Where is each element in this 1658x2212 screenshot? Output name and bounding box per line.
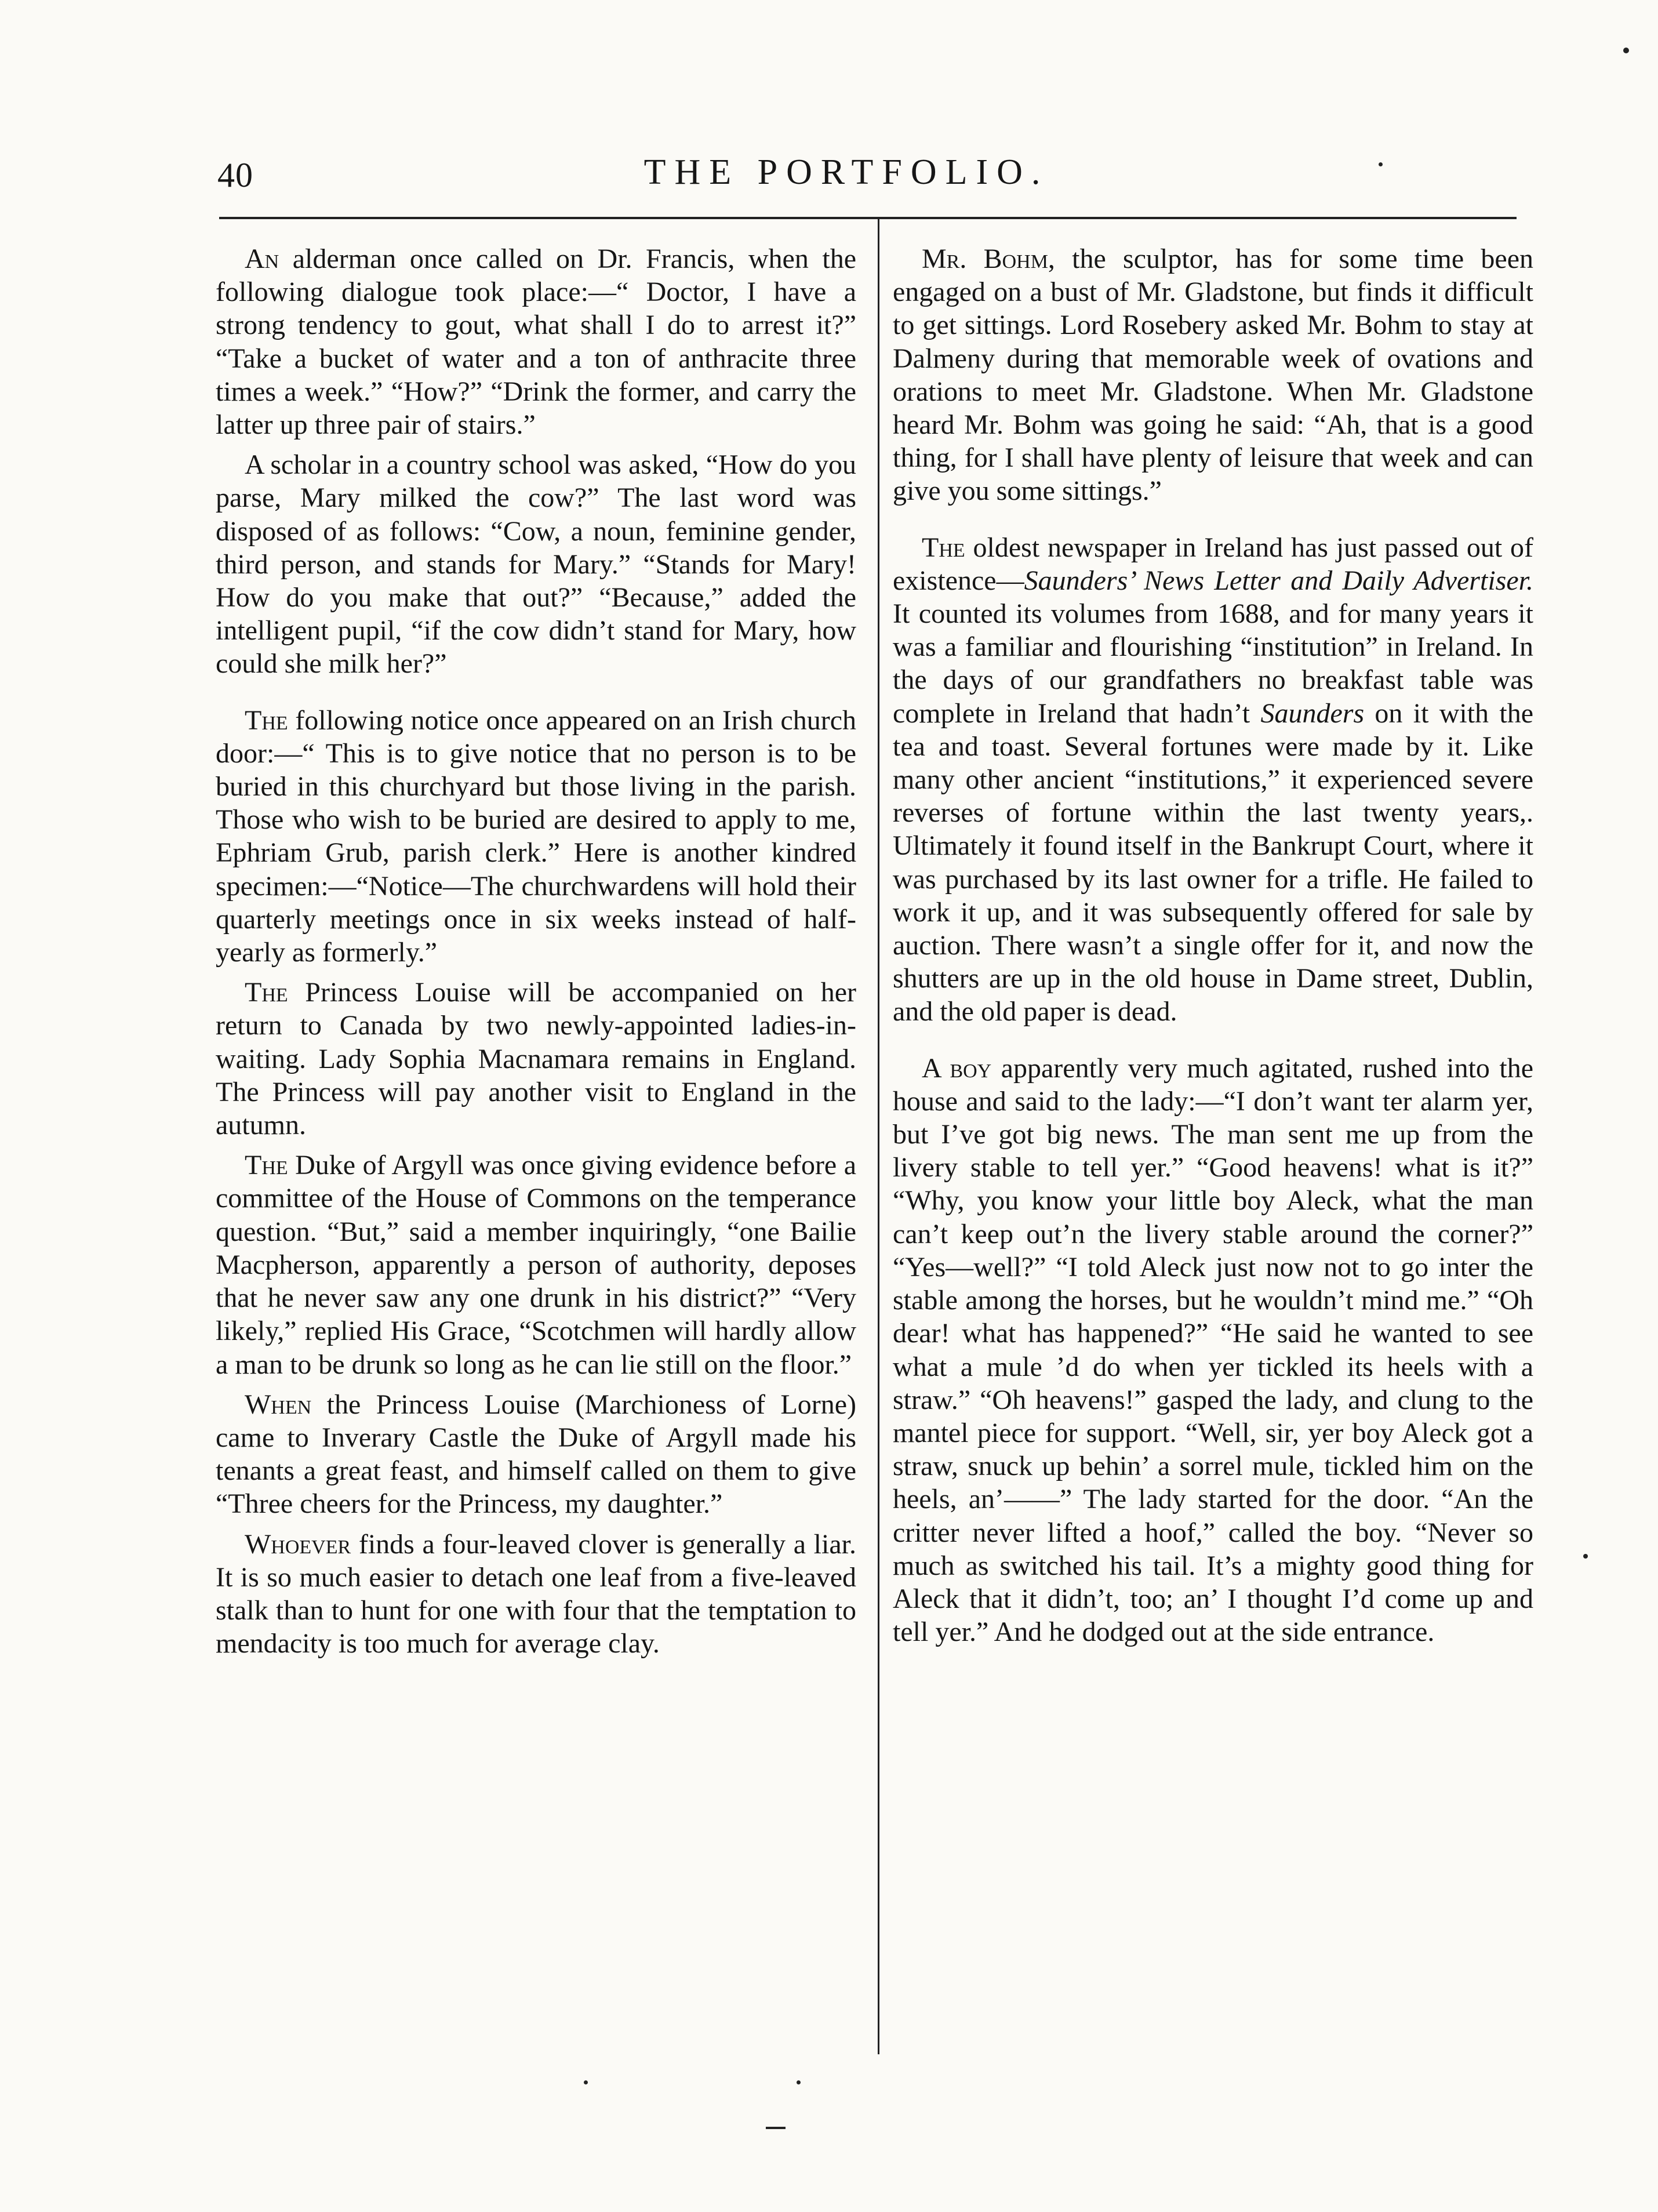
article-paragraph <box>216 448 856 680</box>
left-column <box>216 242 856 1660</box>
print-dot <box>1583 1554 1588 1559</box>
article-paragraph <box>216 242 856 441</box>
page-number: 40 <box>217 156 253 194</box>
article-paragraph <box>216 1528 856 1661</box>
column-divider <box>878 219 879 2054</box>
top-rule <box>219 217 1517 219</box>
article-paragraph <box>216 1149 856 1381</box>
print-dot <box>1379 162 1383 166</box>
paragraph-lead: Mr. Bohm, <box>922 244 1055 274</box>
paragraph-text: alderman once called on Dr. Francis, when the following dialogue took place:—“ Doctor, I have a strong tendency to gout, what shall I do to arrest it?” “Take a bucket of water and a ton of anthracite three times a week.” “How?” “Drink the former, and carry the latter up three pair of stairs.” <box>216 244 856 441</box>
article-paragraph <box>893 242 1533 508</box>
print-dot <box>1623 48 1629 53</box>
paragraph-text: Duke of Argyll was once giving evidence before a committee of the House of Commons on the temperance question. “But,” said a member inquiringly, “one Bailie Macpherson, apparently a person of authority, deposes that he never saw any one drunk in his district?” “Very likely,” replied His Grace, “Scotchmen will hardly allow a man to be drunk so long as he can lie still on the floor.” <box>216 1150 856 1380</box>
paragraph-lead: The <box>922 532 965 563</box>
article-paragraph <box>216 976 856 1142</box>
paragraph-lead: An <box>245 244 279 274</box>
paragraph-lead: The <box>245 1150 288 1181</box>
article-paragraph <box>216 1388 856 1521</box>
paragraph-text: A scholar in a country school was asked, “How do you parse, Mary milked the cow?” The last word was disposed of as follows: “Cow, a noun, feminine gender, third person, and stands for Mary.” “Stands for Mary! How do you make that out?” “Because,” added the intelligent pupil, “if the cow didn’t stand for Mary, how could she milk her?” <box>216 449 856 680</box>
article-paragraph <box>216 704 856 969</box>
paragraph-lead: The <box>245 977 288 1008</box>
paragraph-lead: When <box>245 1389 312 1420</box>
paragraph-lead: A boy <box>922 1052 992 1084</box>
paragraph-text: following notice once appeared on an Irish church door:—“ This is to give notice that no person is to be buried in this churchyard but those living in the parish. Those who wish to be buried are desired to apply to me, Ephriam Grub, parish clerk.” Here is another kindred specimen:—“Notice—The churchwardens will hold their quarterly meetings once in six weeks instead of half-yearly as formerly.” <box>216 704 856 968</box>
paragraph-text: the sculptor, has for some time been engaged on a bust of Mr. Gladstone, but finds it difficult to get sittings. Lord Rosebery asked Mr. Bohm to stay at Dalmeny during that memorable week of ovations and orations to meet Mr. Gladstone. When Mr. Gladstone heard Mr. Bohm was going he said: “Ah, that is a good thing, for I shall have plenty of leisure that week and can give you some sittings.” <box>893 244 1533 507</box>
paragraph-text: apparently very much agitated, rushed into the house and said to the lady:—“I don’t want ter alarm yer, but I’ve got big news. The man sent me up from the livery stable to tell yer.” “Good heavens! what is it?” “Why, you know your little boy Aleck, what the man can’t keep out’n the livery stable around the corner?” “Yes—well?” “I told Aleck just now not to go inter the stable among the horses, but he wouldn’t mind me.” “Oh dear! what has happened?” “He said he wanted to see what a mule ’d do when yer tickled its heels with a straw.” “Oh heavens!” gasped the lady, and clung to the mantel piece for support. “Well, sir, yer boy Aleck got a straw, snuck up behin’ a sorrel mule, tickled him on the heels, an’——” The lady started for the door. “An the critter never lifted a hoof,” called the boy. “Never so much as switched his tail. It’s a mighty good thing for Aleck that it didn’t, too; an’ I thought I’d come up and tell yer.” And he dodged out at the side entrance. <box>893 1052 1534 1648</box>
newspaper-title: Saunders’ News Letter and Daily Advertiser. <box>1024 565 1533 596</box>
paragraph-text: on it with the tea and toast. Several fortunes were made by it. Like many other ancient “institutions,” it experienced severe reverses of fortune within the last twenty years,. Ultimately it found itself in the Bankrupt Court, where it was purchased by its last owner for a trifle. He failed to work it up, and it was subsequently offered for sale by auction. There wasn’t a single offer for it, and now the shutters are up in the old house in Dame street, Dublin, and the old paper is dead. <box>893 698 1534 1027</box>
footer-mark <box>766 2127 786 2129</box>
print-dot <box>584 2080 588 2084</box>
newspaper-short-title: Saunders <box>1260 698 1365 729</box>
paragraph-text: It counted its volumes from 1688, and for many years it was a familiar and flourishing “institution” in Ireland. In the days of our grandfathers no breakfast table was complete in Ireland that hadn’t <box>893 598 1533 729</box>
paragraph-text: oldest newspaper in Ireland has just passed out of existence— <box>893 532 1533 596</box>
paragraph-lead: The <box>245 704 288 736</box>
running-title: THE PORTFOLIO. <box>643 152 1049 192</box>
article-paragraph <box>893 531 1533 1029</box>
paragraph-text: finds a four-leaved clover is generally a liar. It is so much easier to detach one leaf from a five-leaved stalk than to hunt for one with four that the temptation to mendacity is too much for average clay. <box>216 1528 856 1659</box>
right-column <box>893 242 1533 1648</box>
paragraph-text: Princess Louise will be accompanied on her return to Canada by two newly-appointed ladies-in-waiting. Lady Sophia Macnamara remains in England. The Princess will pay another visit to England in the autumn. <box>216 977 856 1141</box>
print-dot <box>797 2080 801 2084</box>
paragraph-lead: Whoever <box>245 1528 351 1560</box>
paragraph-text: the Princess Louise (Marchioness of Lorne) came to Inverary Castle the Duke of Argyll made his tenants a great feast, and himself called on them to give “Three cheers for the Princess, my daughter.” <box>216 1389 856 1520</box>
article-paragraph <box>893 1052 1533 1649</box>
